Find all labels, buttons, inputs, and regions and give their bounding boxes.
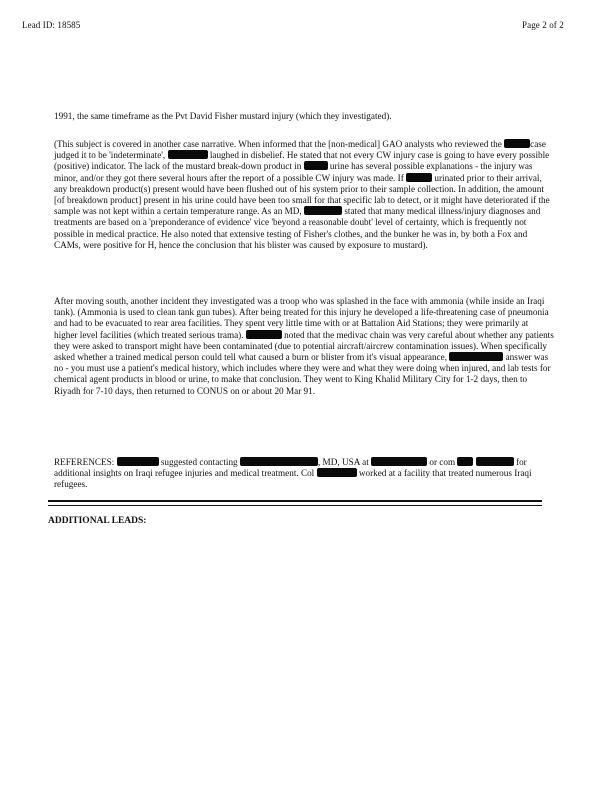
p2-text-c: laughed in disbelief. He stated that not every CW injury case is going to have every possible (positive) indicator. The lack of the mustard break-down product in [54,150,550,172]
additional-leads-heading: ADDITIONAL LEADS: [48,516,147,526]
redaction [504,139,530,148]
p3-text-a: After moving south, another incident they investigated was a troop who was splashed in the face with ammonia (while inside an Iraqi tank). (Ammonia is used to clean tank gun tubes). After being treated for this injury he developed a life-threatening case of pneumonia and had to be evacuated to rear area facilities. They spent very little time with or at Battalion Aid Stations; they were primarily at higher level facilities (which treated serious trama). [54,296,549,340]
p4-text-b: , MD, USA at [317,457,369,467]
p4-text-c: or com [429,457,456,467]
p1-text: 1991, the same timeframe as the Pvt David Fisher mustard injury (which they investigated). [54,111,392,121]
divider-rule-thick [48,500,542,502]
paragraph-2 [54,139,554,251]
redaction [240,457,318,466]
redaction [246,330,282,339]
references-label: REFERENCES: [54,457,115,467]
p3-text-c: answer was no - you must use a patient's medical history, which includes where they were and what they were doing when injured, and lab tests for chemical agent products in blood or urine, to make that conclusion. They went to King Khalid Military City for 1-2 days, then to Riyadh for 7-10 days, then returned to CONUS on or about 20 Mar 91. [54,352,551,396]
paragraph-references [54,457,554,491]
paragraph-3 [54,296,554,397]
page-number: Page 2 of 2 [522,20,564,30]
paragraph-1 [54,111,554,122]
lead-id: Lead ID: 18585 [22,20,81,30]
p3-text-b: noted that the medivac chain was very careful about whether any patients they were asked to transport might have been contaminated (due to potential aircraft/aircrew contamination issues). When specifically asked whether a trained medical person could tell what caused a burn or blister from it's visual appearance, [54,329,554,363]
redaction [406,173,432,182]
p2-text-f: stated that many medical illness/injury diagnoses and treatments are based on a 'preponderance of evidence' vice 'beyond a reasonable doubt' level of certainty, which is frequently not possible in medical practice. He also noted that extensive testing of Fisher's clothes, and the bunker he was in, by both a Fox and CAMs, were positive for H, hence the conclusion that his blister was caused by exposure to mustard). [54,206,541,250]
p2-text-e: urinated prior to their arrival, any breakdown product(s) present would have been flushed out of his system prior to their sample collection. In addition, the amount [of breakdown product] present in his urine could have been too small for that specific lab to detect, or it might have deteriorated if the sample was not kept within a certain temperature range. As an MD, [54,172,550,217]
p2-text-d: urine has several possible explanations - the injury was minor, and/or they got there several hours after the report of a possible CW injury was made. If [54,161,533,183]
redaction [304,206,342,215]
p2-text-b: case judged it to be 'indeterminate', [54,139,546,161]
redaction [371,457,427,466]
redaction [449,352,503,361]
p4-text-d: for additional insights on Iraqi refugee injuries and medical treatment. Col [54,457,527,479]
redaction [117,457,159,466]
redaction [317,468,357,477]
divider-rule-thin [48,505,542,506]
redaction [457,457,473,466]
redaction [168,150,208,159]
redaction [304,161,328,170]
p4-text-e: worked at a facility that treated numerous Iraqi refugees. [54,468,532,490]
p2-text-a: (This subject is covered in another case narrative. When informed that the [non-medical] GAO analysts who reviewed the [54,139,502,149]
p4-text-a: suggested contacting [160,457,238,467]
redaction [476,457,514,466]
